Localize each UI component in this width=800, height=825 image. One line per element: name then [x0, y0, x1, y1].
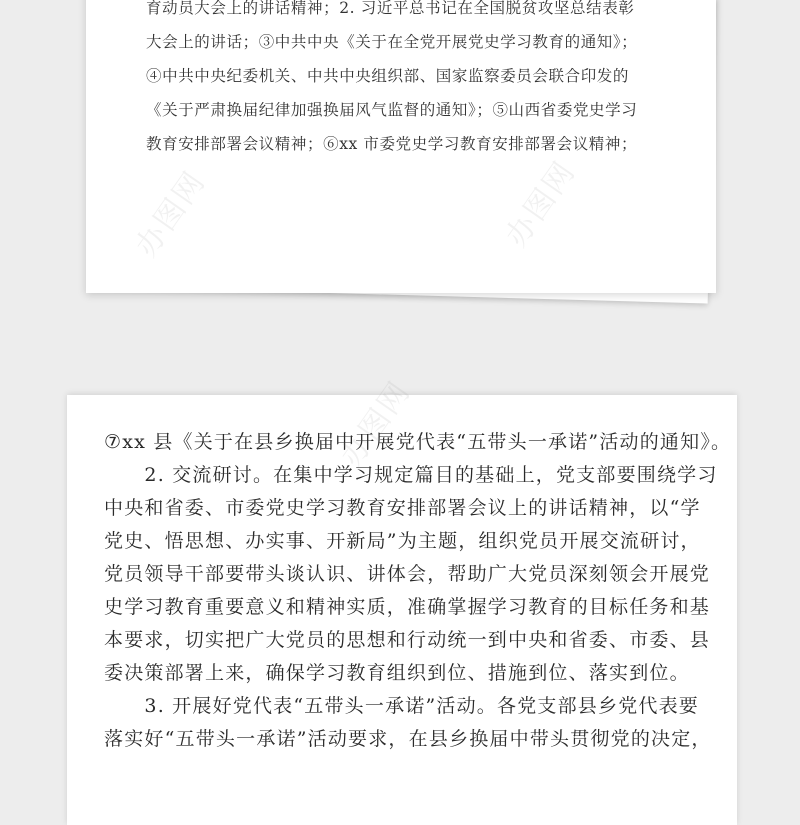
- top-page-line: 大会上的讲话；③中共中央《关于在全党开展党史学习教育的通知》；: [146, 33, 638, 51]
- top-page-line: ④中共中央纪委机关、中共中央组织部、国家监察委员会联合印发的: [146, 67, 630, 85]
- bottom-page-line: 史学习教育重要意义和精神实质，准确掌握学习教育的目标任务和基: [104, 596, 711, 618]
- top-page-line: 教育安排部署会议精神；⑥xx 市委党史学习教育安排部署会议精神；: [146, 135, 638, 153]
- bottom-page-line: 3. 开展好党代表“五带头一承诺”活动。各党支部县乡党代表要: [104, 695, 699, 717]
- bottom-page-line: ⑦xx 县《关于在县乡换届中开展党代表“五带头一承诺”活动的通知》。: [104, 431, 732, 453]
- bottom-page-line: 委决策部署上来，确保学习教育组织到位、措施到位、落实到位。: [104, 662, 690, 684]
- top-page-line: 育动员大会上的讲话精神；2. 习近平总书记在全国脱贫攻坚总结表彰: [146, 0, 635, 17]
- bottom-page-line: 本要求，切实把广大党员的思想和行动统一到中央和省委、市委、县: [104, 629, 711, 651]
- bottom-page-line: 2. 交流研讨。在集中学习规定篇目的基础上，党支部要围绕学习: [104, 464, 718, 486]
- top-page-text: [146, 0, 666, 161]
- bottom-page-line: 党史、悟思想、办实事、开新局”为主题，组织党员开展交流研讨，: [104, 530, 701, 552]
- bottom-page-line: 党员领导干部要带头谈认识、讲体会，帮助广大党员深刻领会开展党: [104, 563, 711, 585]
- bottom-page-line: 落实好“五带头一承诺”活动要求，在县乡换届中带头贯彻党的决定，: [104, 728, 712, 750]
- bottom-page-line: 中央和省委、市委党史学习教育安排部署会议上的讲话精神，以“学: [104, 497, 701, 519]
- bottom-page-text: [104, 426, 732, 756]
- top-page-line: 《关于严肃换届纪律加强换届风气监督的通知》；⑤山西省委党史学习: [146, 101, 638, 119]
